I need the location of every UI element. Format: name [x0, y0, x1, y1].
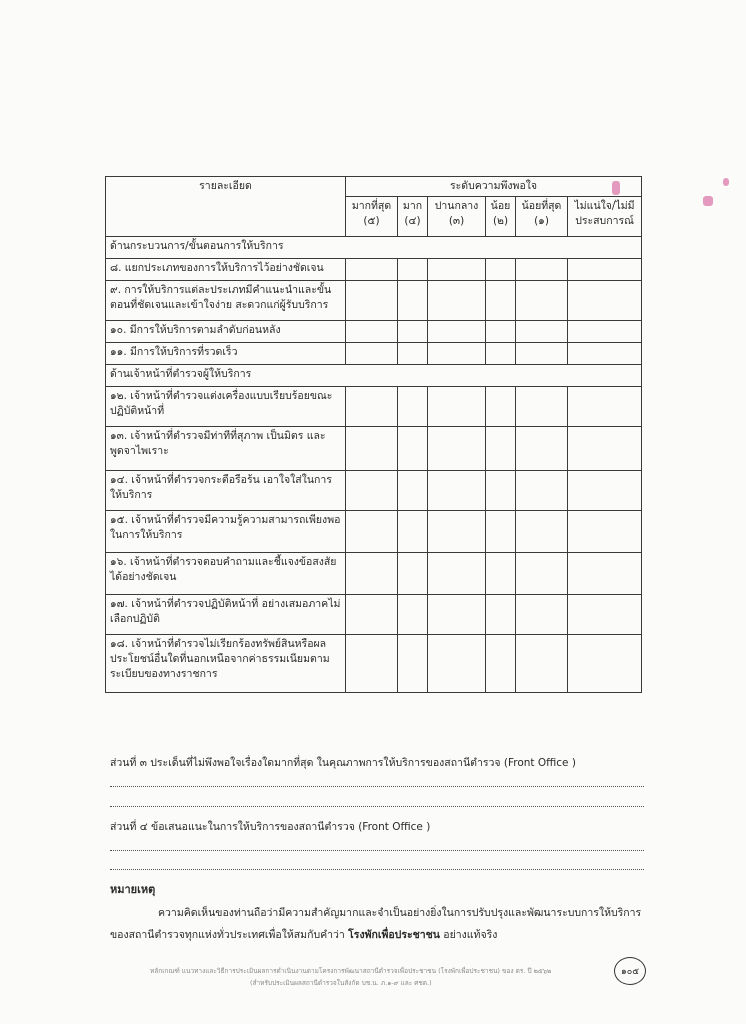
- rating-cell[interactable]: [398, 259, 428, 281]
- answer-line[interactable]: [110, 869, 644, 870]
- item-text: ๑๘. เจ้าหน้าที่ตำรวจไม่เรียกร้องทรัพย์สินหรือผลประโยชน์อื่นใดที่นอกเหนือจากค่าธรรมเนียมตามระเบียบของทางราชการ: [106, 635, 346, 693]
- item-text: ๑๒. เจ้าหน้าที่ตำรวจแต่งเครื่องแบบเรียบร้อยขณะปฏิบัติหน้าที่: [106, 387, 346, 427]
- level-score: (๑): [534, 215, 549, 227]
- rating-cell[interactable]: [428, 427, 486, 471]
- rating-cell[interactable]: [516, 511, 568, 553]
- rating-cell[interactable]: [516, 259, 568, 281]
- item-text: ๑๑. มีการให้บริการที่รวดเร็ว: [106, 343, 346, 365]
- rating-cell[interactable]: [486, 553, 516, 595]
- rating-cell[interactable]: [516, 281, 568, 321]
- rating-cell[interactable]: [568, 635, 642, 693]
- rating-cell[interactable]: [398, 471, 428, 511]
- item-text: ๘. แยกประเภทของการให้บริการไว้อย่างชัดเจน: [106, 259, 346, 281]
- item-text: ๑๕. เจ้าหน้าที่ตำรวจมีความรู้ความสามารถเพียงพอในการให้บริการ: [106, 511, 346, 553]
- rating-cell[interactable]: [346, 387, 398, 427]
- note-body: [110, 902, 646, 946]
- part4-question: ส่วนที่ ๔ ข้อเสนอแนะในการให้บริการของสถานีตำรวจ (Front Office ): [110, 821, 431, 833]
- rating-cell[interactable]: [398, 281, 428, 321]
- rating-cell[interactable]: [568, 281, 642, 321]
- rating-cell[interactable]: [428, 259, 486, 281]
- rating-cell[interactable]: [486, 259, 516, 281]
- rating-cell[interactable]: [346, 321, 398, 343]
- item-text: ๑๔. เจ้าหน้าที่ตำรวจกระตือรือร้น เอาใจใส่ในการให้บริการ: [106, 471, 346, 511]
- item-text: ๑๗. เจ้าหน้าที่ตำรวจปฏิบัติหน้าที่ อย่างเสมอภาคไม่เลือกปฏิบัติ: [106, 595, 346, 635]
- table-row: [106, 595, 642, 635]
- level-header: [516, 197, 568, 237]
- table-row: [106, 387, 642, 427]
- satisfaction-header: ระดับความพึงพอใจ: [346, 177, 642, 197]
- rating-cell[interactable]: [398, 635, 428, 693]
- rating-cell[interactable]: [486, 427, 516, 471]
- item-text: ๙. การให้บริการแต่ละประเภทมีคำแนะนำและขั้นตอนที่ชัดเจนและเข้าใจง่าย สะดวกแก่ผู้รับบริการ: [106, 281, 346, 321]
- rating-cell[interactable]: [516, 387, 568, 427]
- rating-cell[interactable]: [486, 321, 516, 343]
- level-label: มาก: [402, 200, 423, 212]
- rating-cell[interactable]: [346, 595, 398, 635]
- note-tail: อย่างแท้จริง: [443, 929, 498, 941]
- rating-cell[interactable]: [568, 471, 642, 511]
- rating-cell[interactable]: [346, 635, 398, 693]
- footer-line1: หลักเกณฑ์ แนวทางและวิธีการประเมินผลการดำเนินงานตามโครงการพัฒนาสถานีตำรวจเพื่อประชาชน (โรงพักเพื่อประชาชน) ของ ตร. ปี ๒๕๖๒: [150, 967, 552, 975]
- section-header: ด้านเจ้าหน้าที่ตำรวจผู้ให้บริการ: [106, 365, 642, 387]
- rating-cell[interactable]: [428, 281, 486, 321]
- table-row: [106, 427, 642, 471]
- rating-cell[interactable]: [516, 635, 568, 693]
- ink-mark: [703, 196, 713, 206]
- rating-cell[interactable]: [428, 343, 486, 365]
- section-header: ด้านกระบวนการ/ขั้นตอนการให้บริการ: [106, 237, 642, 259]
- table-row: [106, 511, 642, 553]
- rating-cell[interactable]: [428, 387, 486, 427]
- table-row: [106, 635, 642, 693]
- level-header: [398, 197, 428, 237]
- rating-cell[interactable]: [398, 595, 428, 635]
- ink-mark: [723, 178, 729, 186]
- rating-cell[interactable]: [568, 553, 642, 595]
- level-label: ไม่แน่ใจ/ไม่มี: [574, 200, 635, 212]
- table-row: [106, 343, 642, 365]
- rating-cell[interactable]: [486, 595, 516, 635]
- rating-cell[interactable]: [398, 511, 428, 553]
- note-text: ความคิดเห็นของท่านถือว่ามีความสำคัญมากและจำเป็นอย่างยิ่งในการปรับปรุงและพัฒนาระบบการให้บริการของสถานีตำรวจทุกแห่งทั่วประเทศเพื่อให้สมกับคำว่า: [110, 907, 642, 941]
- level-label: ปานกลาง: [434, 200, 479, 212]
- level-score: ประสบการณ์: [575, 215, 634, 227]
- rating-cell[interactable]: [428, 635, 486, 693]
- rating-cell[interactable]: [486, 635, 516, 693]
- footer-line2: (สำหรับประเมินผลสถานีตำรวจในสังกัด บช.น. ภ.๑-๙ และ ศชต.): [250, 979, 432, 987]
- rating-cell[interactable]: [428, 321, 486, 343]
- rating-cell[interactable]: [486, 471, 516, 511]
- level-score: (๒): [492, 215, 509, 227]
- note-title: หมายเหตุ: [110, 883, 156, 896]
- rating-cell[interactable]: [568, 427, 642, 471]
- rating-cell[interactable]: [398, 321, 428, 343]
- rating-cell[interactable]: [346, 553, 398, 595]
- level-label: น้อยที่สุด: [521, 200, 562, 212]
- level-header: [486, 197, 516, 237]
- satisfaction-table: [105, 176, 642, 693]
- detail-header: รายละเอียด: [106, 177, 346, 237]
- note-emphasis: โรงพักเพื่อประชาชน: [348, 929, 440, 941]
- table-row: [106, 471, 642, 511]
- item-text: ๑๓. เจ้าหน้าที่ตำรวจมีท่าทีที่สุภาพ เป็นมิตร และพูดจาไพเราะ: [106, 427, 346, 471]
- answer-line[interactable]: [110, 786, 644, 787]
- level-header: [428, 197, 486, 237]
- rating-cell[interactable]: [428, 511, 486, 553]
- rating-cell[interactable]: [516, 595, 568, 635]
- answer-line[interactable]: [110, 806, 644, 807]
- rating-cell[interactable]: [346, 281, 398, 321]
- level-score: (๔): [404, 215, 421, 227]
- item-text: ๑๐. มีการให้บริการตามลำดับก่อนหลัง: [106, 321, 346, 343]
- rating-cell[interactable]: [568, 259, 642, 281]
- rating-cell[interactable]: [346, 511, 398, 553]
- level-score: (๓): [448, 215, 465, 227]
- rating-cell[interactable]: [486, 343, 516, 365]
- rating-cell[interactable]: [516, 321, 568, 343]
- rating-cell[interactable]: [486, 281, 516, 321]
- rating-cell[interactable]: [346, 427, 398, 471]
- level-label: มากที่สุด: [351, 200, 392, 212]
- rating-cell[interactable]: [346, 471, 398, 511]
- rating-cell[interactable]: [428, 595, 486, 635]
- rating-cell[interactable]: [568, 387, 642, 427]
- rating-cell[interactable]: [516, 471, 568, 511]
- item-text: ๑๖. เจ้าหน้าที่ตำรวจตอบคำถามและชี้แจงข้อสงสัยได้อย่างชัดเจน: [106, 553, 346, 595]
- rating-cell[interactable]: [516, 343, 568, 365]
- rating-cell[interactable]: [398, 387, 428, 427]
- rating-cell[interactable]: [486, 511, 516, 553]
- rating-cell[interactable]: [568, 343, 642, 365]
- rating-cell[interactable]: [398, 343, 428, 365]
- rating-cell[interactable]: [346, 259, 398, 281]
- table-row: [106, 553, 642, 595]
- rating-cell[interactable]: [398, 553, 428, 595]
- table-row: [106, 259, 642, 281]
- table-row: [106, 321, 642, 343]
- level-label: น้อย: [490, 200, 511, 212]
- rating-cell[interactable]: [568, 321, 642, 343]
- page-number-seal: ๑๐๕: [614, 957, 646, 985]
- answer-line[interactable]: [110, 850, 644, 851]
- rating-cell[interactable]: [516, 427, 568, 471]
- rating-cell[interactable]: [428, 553, 486, 595]
- table-row: [106, 281, 642, 321]
- rating-cell[interactable]: [568, 595, 642, 635]
- rating-cell[interactable]: [346, 343, 398, 365]
- rating-cell[interactable]: [516, 553, 568, 595]
- level-header: [568, 197, 642, 237]
- level-score: (๕): [363, 215, 380, 227]
- part3-question: ส่วนที่ ๓ ประเด็นที่ไม่พึงพอใจเรื่องใดมากที่สุด ในคุณภาพการให้บริการของสถานีตำรวจ (Front Office ): [110, 757, 576, 769]
- rating-cell[interactable]: [398, 427, 428, 471]
- level-header: [346, 197, 398, 237]
- rating-cell[interactable]: [486, 387, 516, 427]
- rating-cell[interactable]: [428, 471, 486, 511]
- rating-cell[interactable]: [568, 511, 642, 553]
